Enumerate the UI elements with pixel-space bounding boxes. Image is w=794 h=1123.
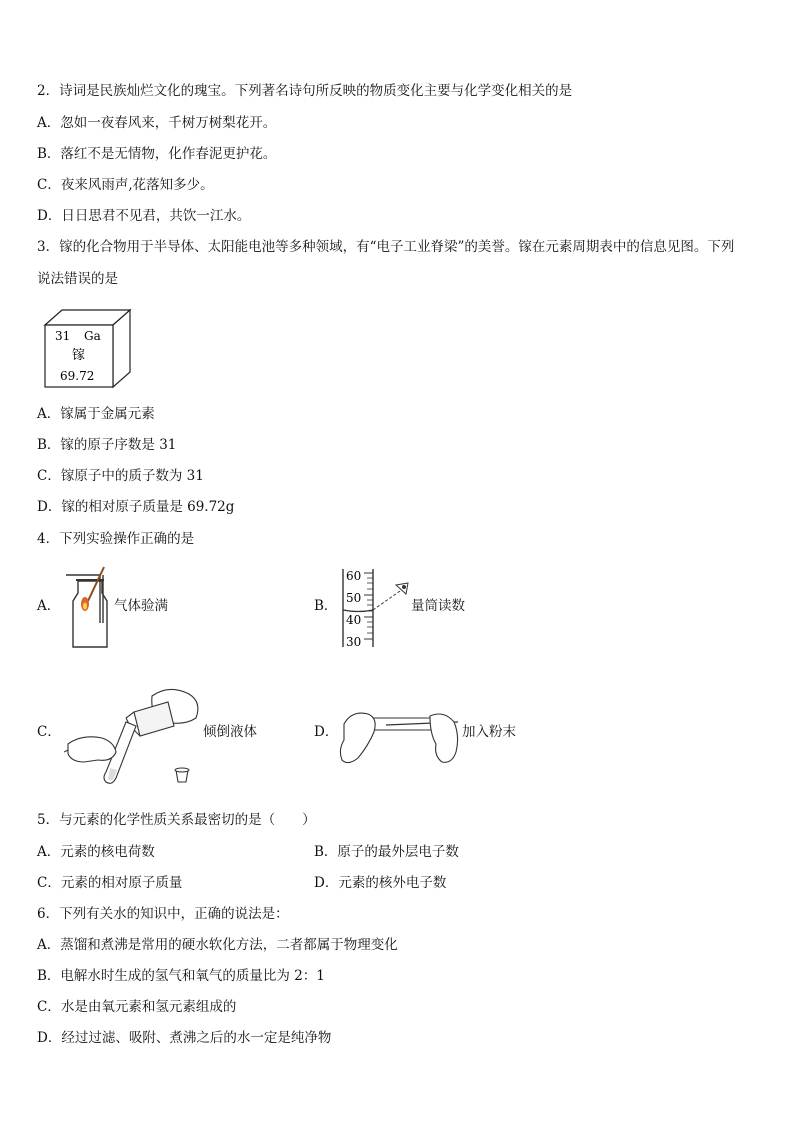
question-5-option-c: C．元素的相对原子质量 bbox=[37, 875, 183, 891]
question-3-option-a: A．镓属于金属元素 bbox=[37, 406, 155, 422]
graduated-cylinder-image bbox=[340, 565, 420, 649]
question-3-stem-line1: 3．镓的化合物用于半导体、太阳能电池等多种领域，有“电子工业脊梁”的美誉。镓在元素周期表中的信息见图。下列 bbox=[37, 239, 735, 255]
question-2-option-a: A．忽如一夜春风来，千树万树梨花开。 bbox=[37, 115, 277, 131]
question-6-option-a: A．蒸馏和煮沸是常用的硬水软化方法，二者都属于物理变化 bbox=[37, 937, 398, 953]
question-2-option-d: D．日日思君不见君，共饮一江水。 bbox=[37, 208, 251, 224]
question-4-option-b-caption: 量筒读数 bbox=[411, 598, 465, 614]
element-name: 镓 bbox=[72, 348, 86, 363]
question-4-option-c-letter: C． bbox=[37, 724, 61, 740]
question-5-option-b: B．原子的最外层电子数 bbox=[314, 844, 459, 860]
question-4-option-a-caption: 气体验满 bbox=[114, 598, 168, 614]
pouring-liquid-image bbox=[64, 682, 204, 792]
element-atomic-mass: 69.72 bbox=[60, 369, 95, 383]
question-3-option-d: D．镓的相对原子质量是 69.72g bbox=[37, 499, 235, 515]
question-5-option-d: D．元素的核外电子数 bbox=[314, 875, 447, 891]
element-cell-gallium bbox=[42, 307, 134, 391]
question-3-option-b: B．镓的原子序数是 31 bbox=[37, 437, 177, 453]
adding-powder-image bbox=[338, 700, 462, 768]
gas-collection-bottle-image bbox=[64, 563, 114, 651]
cylinder-scale-40: 40 bbox=[346, 613, 362, 627]
question-4-stem: 4．下列实验操作正确的是 bbox=[37, 531, 195, 547]
question-6-option-c: C．水是由氧元素和氢元素组成的 bbox=[37, 999, 237, 1015]
question-6-option-d: D．经过过滤、吸附、煮沸之后的水一定是纯净物 bbox=[37, 1030, 332, 1046]
question-2-stem: 2．诗词是民族灿烂文化的瑰宝。下列著名诗句所反映的物质变化主要与化学变化相关的是 bbox=[37, 83, 573, 99]
question-6-stem: 6．下列有关水的知识中，正确的说法是： bbox=[37, 906, 289, 922]
question-4-option-d-letter: D． bbox=[314, 724, 339, 740]
question-2-option-c: C．夜来风雨声,花落知多少。 bbox=[37, 177, 214, 193]
question-6-option-b: B．电解水时生成的氢气和氧气的质量比为 2：1 bbox=[37, 968, 325, 984]
question-5-option-a: A．元素的核电荷数 bbox=[37, 844, 155, 860]
question-4-option-c-caption: 倾倒液体 bbox=[203, 724, 257, 740]
element-symbol: Ga bbox=[84, 329, 101, 343]
question-3-option-c: C．镓原子中的质子数为 31 bbox=[37, 468, 204, 484]
question-2-option-b: B．落红不是无情物，化作春泥更护花。 bbox=[37, 146, 277, 162]
question-3-stem-line2: 说法错误的是 bbox=[37, 271, 118, 287]
question-4-option-b-letter: B． bbox=[314, 598, 338, 614]
element-atomic-number: 31 bbox=[55, 329, 71, 343]
question-5-stem: 5．与元素的化学性质关系最密切的是（ ） bbox=[37, 812, 316, 828]
cylinder-scale-50: 50 bbox=[346, 591, 362, 605]
cylinder-scale-30: 30 bbox=[346, 635, 362, 649]
question-4-option-d-caption: 加入粉末 bbox=[462, 724, 516, 740]
question-4-option-a-letter: A． bbox=[37, 598, 61, 614]
cylinder-scale-60: 60 bbox=[346, 569, 362, 583]
